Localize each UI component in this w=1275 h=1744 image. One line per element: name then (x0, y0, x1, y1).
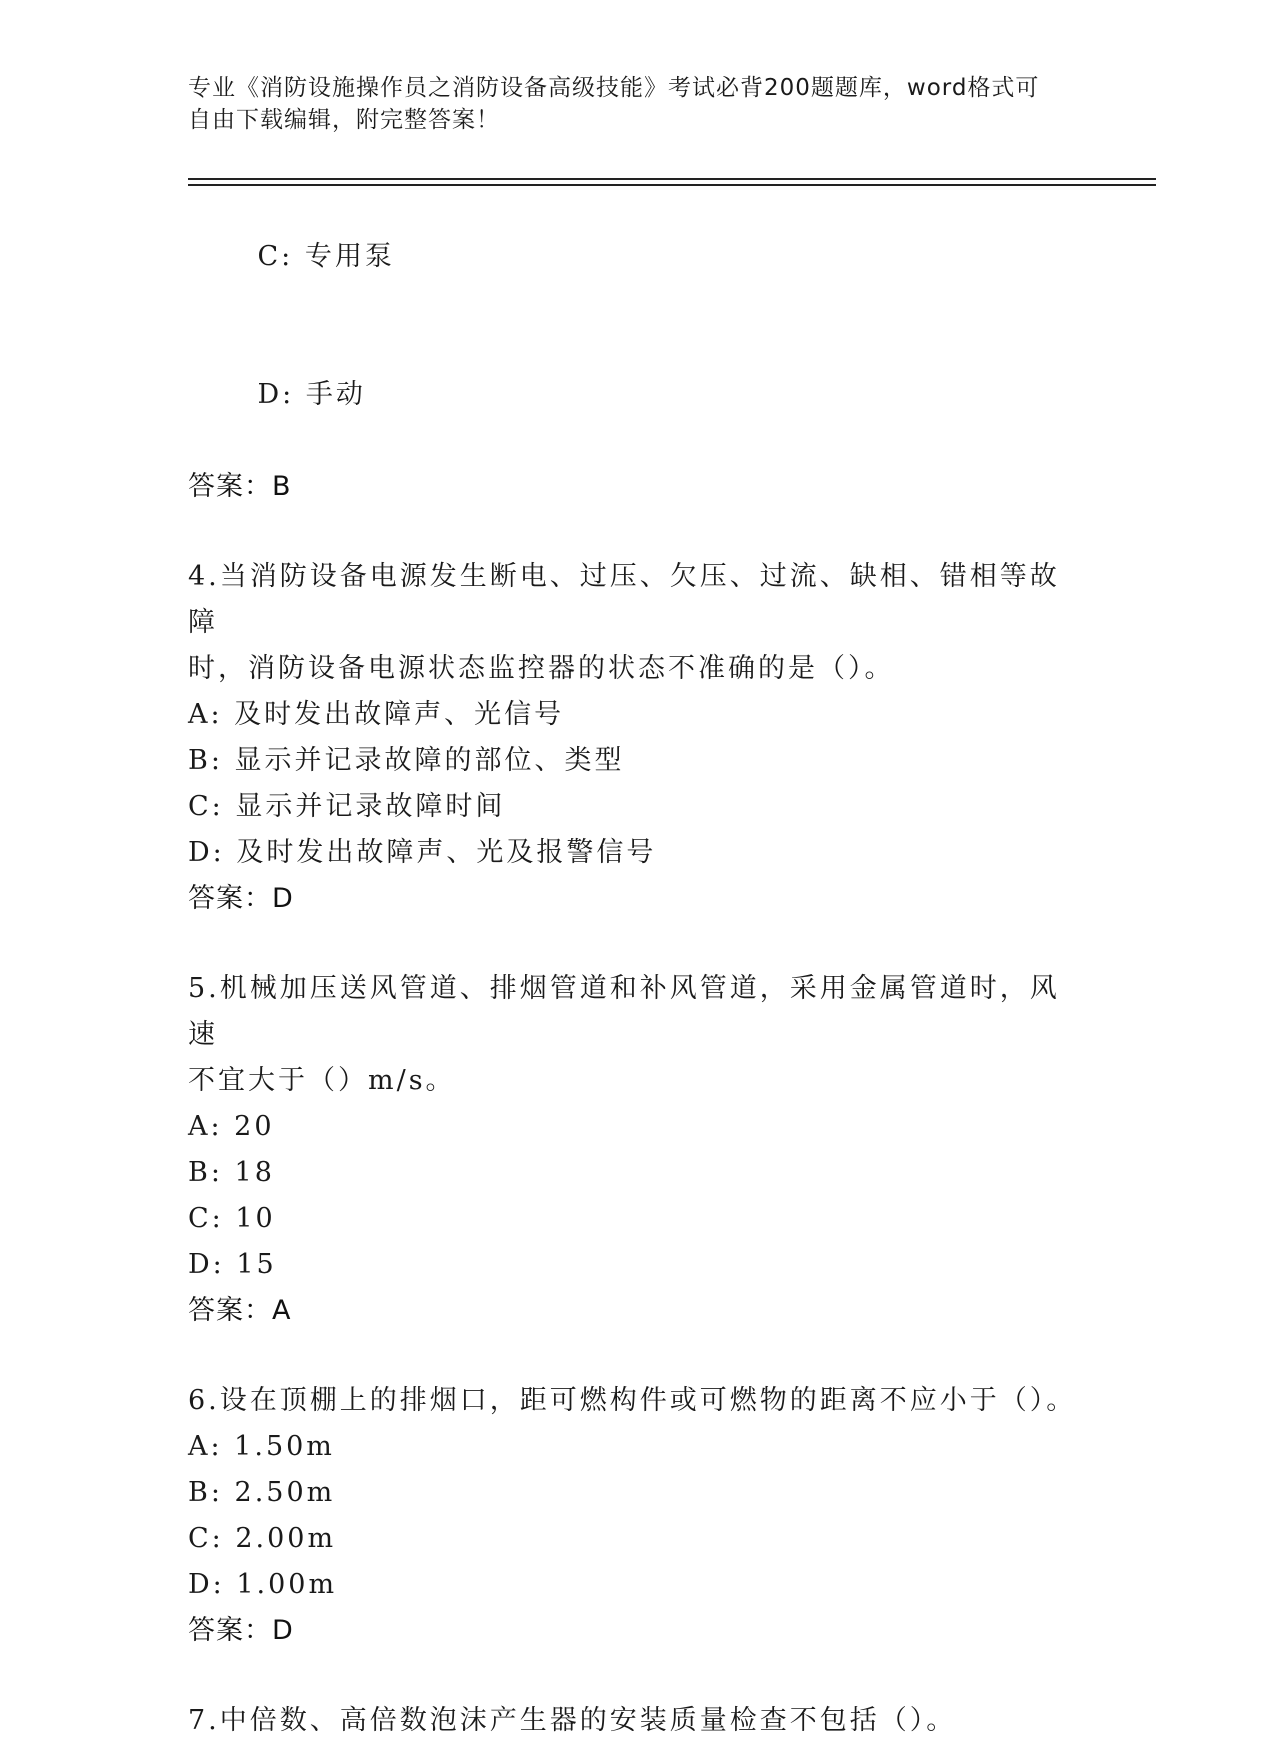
question-stem-line: 6.设在顶棚上的排烟口，距可燃构件或可燃物的距离不应小于（）。 (188, 1385, 1077, 1416)
document-header (188, 72, 1068, 136)
question-stem-line: 7.中倍数、高倍数泡沫产生器的安装质量检查不包括（）。 (188, 1705, 957, 1736)
option-d: D: 1.00m (188, 1569, 338, 1600)
header-divider-top (188, 178, 1156, 180)
question-stem-line: 不宜大于（）m/s。 (188, 1065, 456, 1096)
option-b: B: 显示并记录故障的部位、类型 (188, 745, 625, 776)
answer-line: 答案：B (188, 471, 292, 502)
option-b: B: 2.50m (188, 1477, 336, 1508)
question-stem-line: 时，消防设备电源状态监控器的状态不准确的是（）。 (188, 653, 895, 684)
option-a: A: 及时发出故障声、光信号 (188, 699, 565, 730)
option-c: C: 10 (188, 1203, 276, 1234)
option-d: D: 15 (188, 1249, 277, 1280)
question-7 (188, 1698, 1088, 1744)
option-c: C: 2.00m (188, 1523, 337, 1554)
question-list (188, 188, 1088, 1744)
header-divider-bottom (188, 184, 1156, 186)
option-d: D: 手动 (257, 379, 366, 410)
question-4 (188, 554, 1088, 922)
header-title-line-2: 自由下载编辑，附完整答案！ (188, 107, 500, 133)
option-b: B: 18 (188, 1157, 275, 1188)
option-d: D: 及时发出故障声、光及报警信号 (188, 837, 657, 868)
question-5 (188, 966, 1088, 1334)
answer-line: 答案：D (188, 1615, 294, 1646)
question-stem-line: 5.机械加压送风管道、排烟管道和补风管道，采用金属管道时，风速 (188, 973, 1060, 1050)
option-a: A: 1.50m (188, 1431, 335, 1462)
option-c: C: 专用泵 (257, 241, 395, 272)
previous-question-tail (188, 188, 1088, 510)
question-stem-line: 4.当消防设备电源发生断电、过压、欠压、过流、缺相、错相等故障 (188, 561, 1060, 638)
header-title-line-1: 专业《消防设施操作员之消防设备高级技能》考试必背200题题库，word格式可 (188, 75, 1040, 101)
answer-line: 答案：A (188, 1295, 292, 1326)
question-6 (188, 1378, 1088, 1654)
answer-line: 答案：D (188, 883, 294, 914)
option-c: C: 显示并记录故障时间 (188, 791, 506, 822)
option-a: A: 20 (188, 1111, 275, 1142)
